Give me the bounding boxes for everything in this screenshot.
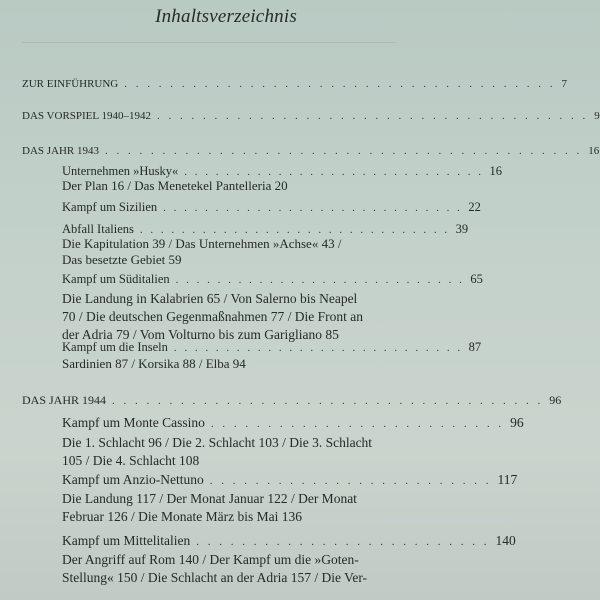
leader-dots: . . . . . . . . . . . . . . . . . . . . . . . . . . [196,536,490,548]
toc-entry [22,78,567,90]
toc-entry [22,110,600,122]
leader-dots: . . . . . . . . . . . . . . . . . . . . . . . . . . . . . . . . . . . . . . [112,395,544,407]
toc-details-line: Die Landung in Kalabrien 65 / Von Salerno bis Neapel [62,291,358,306]
toc-subentry-label: Kampf um die Inseln [62,340,168,354]
toc-details-line: Sardinien 87 / Korsika 88 / Elba 94 [62,356,246,371]
toc-subentry [62,164,503,179]
toc-entry-page: 96 [549,393,562,407]
toc-entry-page: 9 [594,110,600,122]
toc-details-line: Der Angriff auf Rom 140 / Der Kampf um die »Goten- [62,552,359,567]
toc-subentry-label: Kampf um Mittelitalien [62,533,191,548]
toc-entry-page: 7 [561,78,567,90]
toc-details-line: Die 1. Schlacht 96 / Die 2. Schlacht 103 / Die 3. Schlacht [62,435,373,450]
toc-subentry [62,272,483,287]
toc-details-line: Februar 126 / Die Monate März bis Mai 136 [62,509,302,524]
toc-subentry-page: 96 [510,415,524,430]
toc-subentry [62,222,469,237]
leader-dots: . . . . . . . . . . . . . . . . . . . . . . . . . . . . [173,342,463,354]
toc-subentry-page: 16 [489,164,503,178]
leader-dots: . . . . . . . . . . . . . . . . . . . . . . . . . . . . . . . . . . . . . . [124,78,556,90]
toc-entry-label: DAS JAHR 1943 [22,145,100,157]
toc-subentry-label: Abfall Italiens [62,222,134,236]
toc-entry-label: DAS VORSPIEL 1940–1942 [22,110,151,122]
toc-subentry-page: 117 [497,472,518,487]
toc-details-line: der Adria 79 / Vom Volturno bis zum Garigliano 85 [62,327,339,342]
toc-subentry [62,415,524,431]
toc-details-line: 70 / Die deutschen Gegenmaßnahmen 77 / Die Front an [62,309,364,324]
toc-subentry [62,340,482,355]
toc-details-line: Die Kapitulation 39 / Das Unternehmen »Achse« 43 / [62,236,342,251]
toc-entry-label: DAS JAHR 1944 [22,393,107,407]
toc-subentry-page: 65 [470,272,483,286]
toc-entry-label: ZUR EINFÜHRUNG [22,78,119,90]
leader-dots: . . . . . . . . . . . . . . . . . . . . . . . . . . [210,418,505,430]
toc-details-line: Stellung« 150 / Die Schlacht an der Adria 157 / Die Ver- [62,570,368,585]
leader-dots: . . . . . . . . . . . . . . . . . . . . . . . . . . . . . . . . . . . . . . . . . . [105,145,583,157]
toc-subentry-page: 22 [468,200,481,214]
toc-details-line: Die Landung 117 / Der Monat Januar 122 / Der Monat [62,491,357,506]
toc-subentry [62,472,518,488]
leader-dots: . . . . . . . . . . . . . . . . . . . . . . . . . . . . [175,274,465,286]
toc-subentry [62,200,481,215]
toc-details-line: Der Plan 16 / Das Menetekel Pantelleria 20 [62,178,288,193]
leader-dots: . . . . . . . . . . . . . . . . . . . . . . . . . . . . . [163,202,463,214]
toc-subentry-label: Unternehmen »Husky« [62,164,179,178]
toc-subentry-page: 39 [455,222,469,236]
toc-details-line: Das besetzte Gebiet 59 [62,252,182,267]
leader-dots: . . . . . . . . . . . . . . . . . . . . . . . . . [209,475,492,487]
leader-dots: . . . . . . . . . . . . . . . . . . . . . . . . . . . . . [184,166,484,178]
toc-subentry-label: Kampf um Süditalien [62,272,170,286]
toc-entry [22,393,562,408]
toc-subentry-label: Kampf um Monte Cassino [62,415,205,430]
toc-subentry-label: Kampf um Sizilien [62,200,158,214]
toc-entry [22,145,600,157]
page-title: Inhaltsverzeichnis [155,6,297,27]
toc-entry-page: 16 [588,145,600,157]
toc-subentry [62,533,516,549]
toc-subentry-page: 140 [495,533,516,548]
toc-details-line: 105 / Die 4. Schlacht 108 [62,453,200,468]
leader-dots: . . . . . . . . . . . . . . . . . . . . . . . . . . . . . . [139,224,450,236]
leader-dots: . . . . . . . . . . . . . . . . . . . . . . . . . . . . . . . . . . . . . . [156,110,589,122]
faint-divider [22,42,396,43]
toc-subentry-label: Kampf um Anzio-Nettuno [62,472,204,487]
toc-subentry-page: 87 [468,340,482,354]
